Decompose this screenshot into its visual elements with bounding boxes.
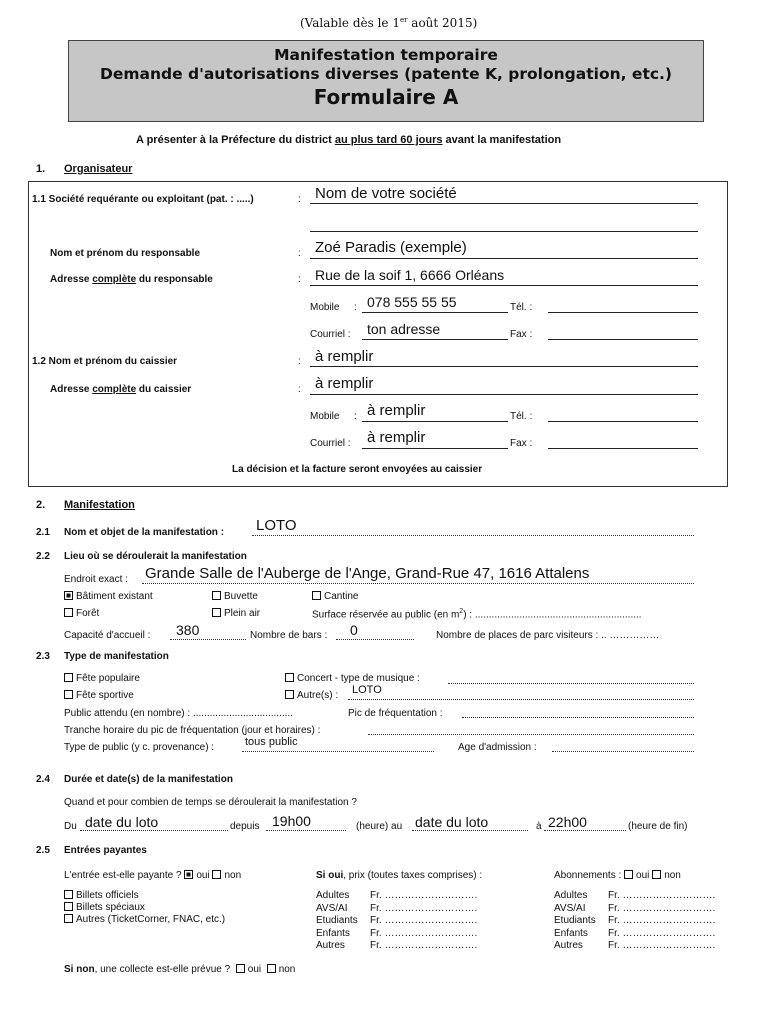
age-dots xyxy=(552,751,694,752)
type-public-dots xyxy=(242,751,434,752)
fax-label: Fax : xyxy=(510,329,533,340)
courriel-caissier-underline xyxy=(362,448,508,449)
billets-officiels-checkbox[interactable]: Billets officiels xyxy=(64,890,139,901)
concert-checkbox[interactable]: Concert - type de musique : xyxy=(285,673,420,684)
abonnements-table xyxy=(554,890,715,953)
checkbox[interactable] xyxy=(64,673,73,682)
prix-row: Adultes Fr. ………………………. xyxy=(316,890,478,901)
prix-field[interactable]: Fr. ………………………. xyxy=(370,890,478,901)
date-fin-field[interactable]: date du loto xyxy=(415,814,489,830)
section-1-title: Organisateur xyxy=(64,163,133,175)
autres-dots xyxy=(348,699,694,700)
caissier-underline xyxy=(310,366,698,367)
surface-label: Surface réservée au public (en $m^2$) : ............................................................ xyxy=(312,608,642,621)
courriel-label: Courriel : xyxy=(310,329,351,340)
bars-label: Nombre de bars : xyxy=(250,630,328,641)
foret-checkbox[interactable]: Forêt xyxy=(64,608,99,619)
tel-caissier-field[interactable] xyxy=(548,421,698,422)
adresse-caissier-underline xyxy=(310,394,698,395)
s25-number: 2.5 xyxy=(36,845,50,856)
prix-field[interactable]: Fr. ………………………. xyxy=(370,927,478,939)
autres-billets-checkbox[interactable]: Autres (TicketCorner, FNAC, etc.) xyxy=(64,914,225,925)
batiment-checkbox[interactable]: Bâtiment existant xyxy=(64,591,153,602)
colon: : xyxy=(298,274,301,285)
prix-row: Enfants Fr. ………………………. xyxy=(316,927,478,939)
societe-field[interactable]: Nom de votre société xyxy=(315,185,457,202)
prix-field[interactable]: Fr. ………………………. xyxy=(370,940,478,951)
endroit-field[interactable]: Grande Salle de l'Auberge de l'Ange, Grand-Rue 47, 1616 Attalens xyxy=(145,565,590,582)
courriel-label: Courriel : xyxy=(310,438,351,449)
prix-label: Si oui, prix (toutes taxes comprises) : xyxy=(316,870,483,881)
heure-fin-label: (heure de fin) xyxy=(628,821,688,832)
pic-frequentation-label: Pic de fréquentation : xyxy=(348,708,443,719)
adresse-responsable-label: Adresse complète du responsable xyxy=(50,274,213,285)
prix-field[interactable]: Fr. ………………………. xyxy=(370,915,478,926)
checkbox[interactable] xyxy=(212,608,221,617)
capacite-dots xyxy=(170,639,246,640)
abonnement-row: Enfants Fr. ………………………. xyxy=(554,927,716,939)
mobile-field[interactable]: 078 555 55 55 xyxy=(367,294,457,310)
du-label: Du xyxy=(64,821,77,832)
checkbox[interactable] xyxy=(64,690,73,699)
colon: : xyxy=(298,248,301,259)
abonnements-non-checkbox[interactable] xyxy=(652,870,661,879)
responsable-underline xyxy=(310,258,698,259)
form-title-box xyxy=(68,40,704,122)
tranche-dots xyxy=(368,734,694,735)
parc-label: Nombre de places de parc visiteurs : .. …………… xyxy=(436,630,660,641)
payante-non-checkbox[interactable] xyxy=(212,870,221,879)
bars-dots xyxy=(336,639,414,640)
courriel-underline xyxy=(362,339,508,340)
s24-label: Durée et date(s) de la manifestation xyxy=(64,774,233,785)
checkbox[interactable] xyxy=(212,591,221,600)
heure-fin-field[interactable]: 22h00 xyxy=(548,814,587,830)
abonnement-field[interactable]: Fr. ………………………. xyxy=(608,915,716,926)
abonnement-row: Etudiants Fr. ………………………. xyxy=(554,915,716,926)
cantine-checkbox[interactable]: Cantine xyxy=(312,591,358,602)
endroit-dots xyxy=(142,583,694,584)
type-public-label: Type de public (y c. provenance) : xyxy=(64,742,215,753)
heure-debut-dots xyxy=(266,830,346,831)
date-debut-field[interactable]: date du loto xyxy=(85,814,159,830)
adresse-responsable-field[interactable]: Rue de la soif 1, 6666 Orléans xyxy=(315,267,505,283)
adresse-underline xyxy=(310,285,698,286)
concert-dots xyxy=(448,683,694,684)
buvette-checkbox[interactable]: Buvette xyxy=(212,591,258,602)
collecte-oui-checkbox[interactable] xyxy=(236,964,245,973)
checkbox[interactable] xyxy=(64,914,73,923)
s22-number: 2.2 xyxy=(36,551,50,562)
title-line-1: Manifestation temporaire xyxy=(274,46,498,64)
autres-field[interactable]: LOTO xyxy=(352,684,382,696)
heure-fin-dots xyxy=(544,830,626,831)
checkbox[interactable] xyxy=(64,902,73,911)
date-fin-dots xyxy=(412,830,528,831)
collecte-question: Si non, une collecte est-elle prévue ? oui non xyxy=(64,964,296,975)
fax-field[interactable] xyxy=(548,339,698,340)
collecte-non-checkbox[interactable] xyxy=(267,964,276,973)
date-debut-dots xyxy=(80,830,228,831)
checkbox[interactable] xyxy=(285,673,294,682)
abonnement-field[interactable]: Fr. ………………………. xyxy=(608,940,716,951)
endroit-label: Endroit exact : xyxy=(64,574,128,585)
abonnement-row: Adultes Fr. ………………………. xyxy=(554,890,716,901)
prix-row: Autres Fr. ………………………. xyxy=(316,940,478,951)
fax-label: Fax : xyxy=(510,438,533,449)
abonnement-field[interactable]: Fr. ………………………. xyxy=(608,902,716,914)
public-attendu-label: Public attendu (en nombre) : .................................... xyxy=(64,708,293,719)
colon: : xyxy=(298,356,301,367)
submission-instruction: A présenter à la Préfecture du district au plus tard 60 jours avant la manifestation xyxy=(136,134,562,146)
payante-oui-checkbox[interactable] xyxy=(184,870,193,879)
mobile-underline xyxy=(362,312,508,313)
checkbox-checked[interactable] xyxy=(64,591,73,600)
billets-speciaux-checkbox[interactable]: Billets spéciaux xyxy=(64,902,145,913)
autres-checkbox[interactable]: Autre(s) : xyxy=(285,690,338,701)
s23-label: Type de manifestation xyxy=(64,651,169,662)
form-title: Formulaire A xyxy=(313,85,459,109)
adresse-caissier-field[interactable]: à remplir xyxy=(315,375,374,392)
capacite-label: Capacité d'accueil : xyxy=(64,630,151,641)
bars-field[interactable]: 0 xyxy=(350,622,358,638)
mobile-label: Mobile xyxy=(310,411,340,422)
decision-note: La décision et la facture seront envoyées au caissier xyxy=(232,464,483,475)
quand-label: Quand et pour combien de temps se déroulerait la manifestation ? xyxy=(64,797,357,808)
colon: : xyxy=(298,384,301,395)
societe-underline-2 xyxy=(310,231,698,232)
abonnements-label: Abonnements : oui non xyxy=(554,870,681,881)
prix-row: AVS/AI Fr. ………………………. xyxy=(316,902,478,914)
s23-number: 2.3 xyxy=(36,651,50,662)
tel-field[interactable] xyxy=(548,312,698,313)
mobile-caissier-field[interactable]: à remplir xyxy=(367,402,426,419)
colon: : xyxy=(298,194,301,205)
title-line-2: Demande d'autorisations diverses (patente K, prolongation, etc.) xyxy=(99,65,673,83)
section-2-title: Manifestation xyxy=(64,499,135,511)
abonnement-field[interactable]: Fr. ………………………. xyxy=(608,927,716,939)
manifestation-name-dots xyxy=(252,535,694,536)
tel-label: Tél. : xyxy=(510,302,533,313)
caissier-field[interactable]: à remplir xyxy=(315,348,374,365)
fete-populaire-checkbox[interactable]: Fête populaire xyxy=(64,673,140,684)
abonnement-row: AVS/AI Fr. ………………………. xyxy=(554,902,716,914)
type-public-field[interactable]: tous public xyxy=(245,736,298,748)
colon: : xyxy=(354,411,357,422)
fete-sportive-checkbox[interactable]: Fête sportive xyxy=(64,690,134,701)
adresse-caissier-label: Adresse complète du caissier xyxy=(50,384,192,395)
s24-number: 2.4 xyxy=(36,774,50,785)
s21-label: Nom et objet de la manifestation : xyxy=(64,527,225,538)
checkbox[interactable] xyxy=(312,591,321,600)
prix-table-left xyxy=(316,890,477,953)
abonnements-oui-checkbox[interactable] xyxy=(624,870,633,879)
tel-label: Tél. : xyxy=(510,411,533,422)
courriel-field[interactable]: ton adresse xyxy=(367,321,441,337)
tranche-label: Tranche horaire du pic de fréquentation (jour et horaires) : xyxy=(64,725,321,736)
depuis-label: depuis xyxy=(230,821,260,832)
mobile-caissier-underline xyxy=(362,421,508,422)
checkbox[interactable] xyxy=(285,690,294,699)
colon: : xyxy=(354,302,357,313)
societe-label: 1.1 Société requérante ou exploitant (pat. : .....) xyxy=(32,194,254,205)
fax-caissier-field[interactable] xyxy=(548,448,698,449)
s22-label: Lieu où se déroulerait la manifestation xyxy=(64,551,247,562)
responsable-label: Nom et prénom du responsable xyxy=(50,248,201,259)
prix-field[interactable]: Fr. ………………………. xyxy=(370,902,478,914)
section-2-number: 2. xyxy=(36,499,46,511)
a-label: à xyxy=(536,821,542,832)
mobile-label: Mobile xyxy=(310,302,340,313)
heure-debut-field[interactable]: 19h00 xyxy=(272,813,311,829)
pic-dots xyxy=(462,717,694,718)
responsable-field[interactable]: Zoé Paradis (exemple) xyxy=(315,239,467,256)
age-admission-label: Age d'admission : xyxy=(458,742,537,753)
abonnement-row: Autres Fr. ………………………. xyxy=(554,940,716,951)
manifestation-name-field[interactable]: LOTO xyxy=(256,517,297,534)
checkbox[interactable] xyxy=(64,608,73,617)
checkbox[interactable] xyxy=(64,890,73,899)
prix-row: Etudiants Fr. ………………………. xyxy=(316,915,478,926)
plein-air-checkbox[interactable]: Plein air xyxy=(212,608,260,619)
capacite-field[interactable]: 380 xyxy=(176,622,200,638)
s25-label: Entrées payantes xyxy=(64,845,147,856)
payante-question: L'entrée est-elle payante ? oui non xyxy=(64,870,242,881)
abonnement-field[interactable]: Fr. ………………………. xyxy=(608,890,716,901)
societe-underline xyxy=(310,203,698,204)
section-1-number: 1. xyxy=(36,163,46,175)
caissier-label: 1.2 Nom et prénom du caissier xyxy=(32,356,178,367)
courriel-caissier-field[interactable]: à remplir xyxy=(367,429,426,446)
validity-note: (Valable dès le 1er août 2015) xyxy=(300,16,478,30)
heure-au-label: (heure) au xyxy=(356,821,403,832)
s21-number: 2.1 xyxy=(36,527,50,538)
